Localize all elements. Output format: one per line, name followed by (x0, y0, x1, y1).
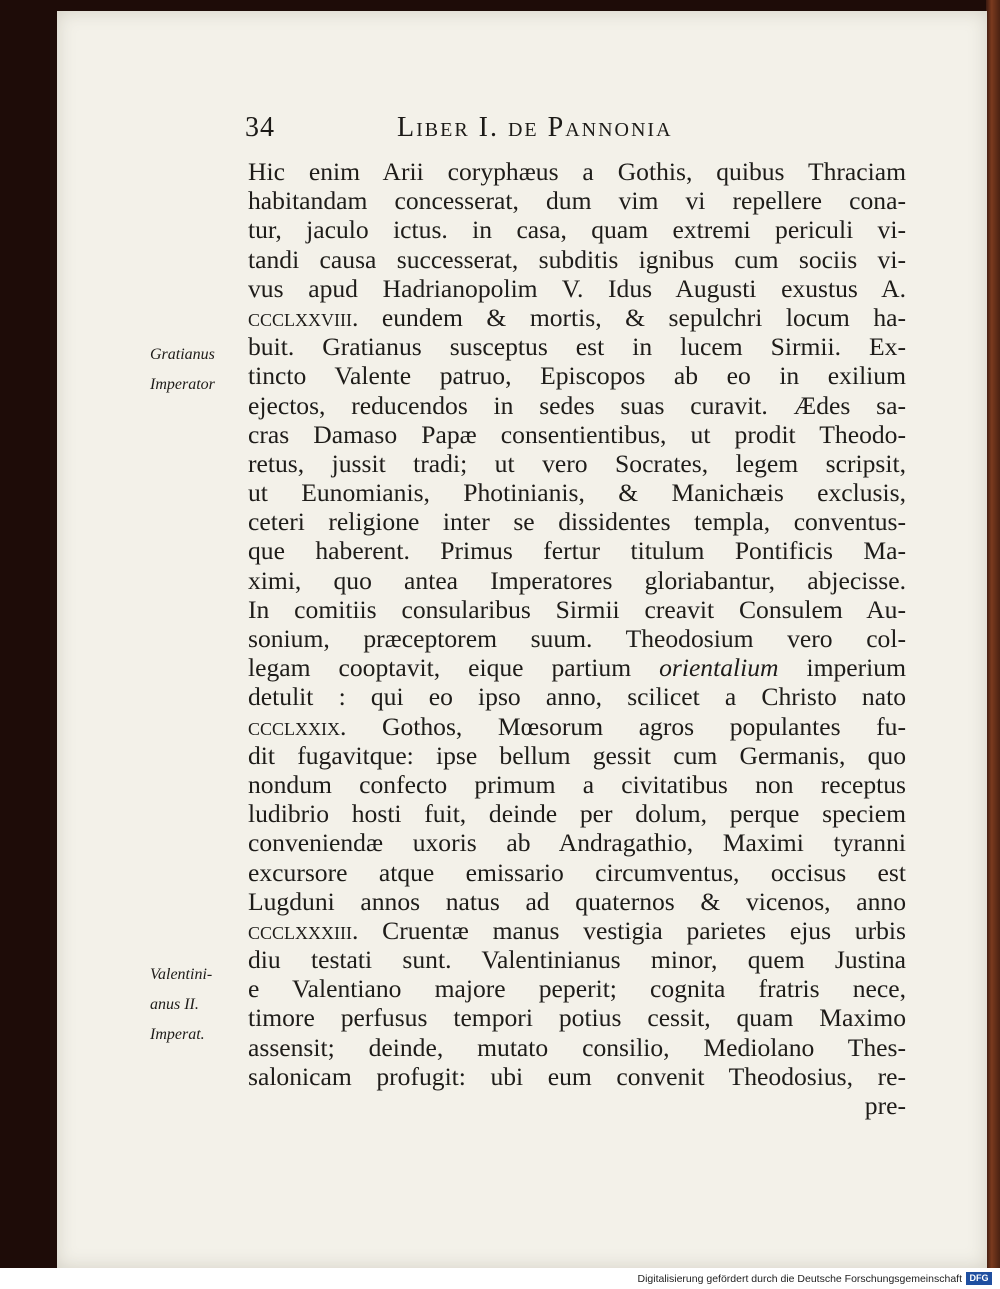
text-line (248, 653, 906, 682)
text-segment: habitandam concesserat, dum vim vi repellere cona- (248, 186, 906, 216)
text-line (248, 215, 906, 244)
text-line (248, 157, 906, 186)
text-segment: imperium (778, 653, 906, 683)
text-line (248, 712, 906, 741)
text-line (248, 420, 906, 449)
text-segment: retus, jussit tradi; ut vero Socrates, legem scripsit, (248, 448, 906, 478)
text-line (248, 507, 906, 536)
body-text (248, 157, 906, 1120)
roman-numeral: ccclxxxiii (248, 915, 352, 945)
text-segment: tincto Valente patruo, Episcopos ab eo in exilium (248, 361, 906, 391)
roman-numeral: ccclxxviii (248, 302, 352, 332)
text-segment: . Gothos, Mœsorum agros populantes fu- (340, 711, 906, 741)
text-line (248, 916, 906, 945)
text-segment: nondum confecto primum a civitatibus non receptus (248, 769, 906, 799)
text-segment: conveniendæ uxoris ab Andragathio, Maximi tyranni (248, 828, 906, 858)
text-segment: diu testati sunt. Valentinianus minor, quem Justina (248, 945, 906, 975)
text-line (248, 770, 906, 799)
text-line (248, 974, 906, 1003)
text-line (248, 595, 906, 624)
text-line (248, 478, 906, 507)
italic-word: orientalium (659, 653, 779, 683)
text-segment: In comitiis consularibus Sirmii creavit Consulem Au- (248, 594, 906, 624)
text-line (248, 799, 906, 828)
text-line (248, 1003, 906, 1032)
margin-note-line: Valentini- (150, 966, 213, 983)
margin-note-valentinianus (150, 960, 246, 1050)
text-line (248, 858, 906, 887)
text-segment: tandi causa successerat, subditis ignibus cum sociis vi- (248, 244, 906, 274)
text-segment: ceteri religione inter se dissidentes templa, conventus- (248, 507, 906, 537)
margin-note-line: Gratianus (150, 346, 215, 363)
digitization-credit: Digitalisierung gefördert durch die Deutsche Forschungsgemeinschaft (637, 1273, 962, 1285)
text-segment: e Valentiano majore peperit; cognita fratris nece, (248, 974, 906, 1004)
page-number: 34 (245, 112, 275, 143)
roman-numeral: ccclxxix (248, 711, 341, 741)
margin-note-line: Imperat. (150, 1026, 205, 1043)
running-title: Liber I. de Pannonia (397, 112, 673, 143)
text-line (248, 332, 906, 361)
book-cover-edge (986, 0, 1000, 1268)
margin-note-gratianus (150, 340, 246, 400)
text-segment: ejectos, reducendos in sedes suas curavit. Ædes sa- (248, 390, 906, 420)
text-segment: salonicam profugit: ubi eum convenit Theodosius, re- (248, 1061, 906, 1091)
text-segment: ut Eunomianis, Photinianis, & Manichæis exclusis, (248, 478, 906, 508)
text-line (248, 449, 906, 478)
text-line (248, 391, 906, 420)
text-line (248, 245, 906, 274)
text-segment: tur, jaculo ictus. in casa, quam extremi periculi vi- (248, 215, 906, 245)
text-segment: pre- (864, 1091, 906, 1120)
text-segment: Hic enim Arii coryphæus a Gothis, quibus Thraciam (248, 157, 906, 186)
text-line (248, 828, 906, 857)
text-line (248, 887, 906, 916)
text-line (248, 1091, 906, 1120)
text-line (248, 1033, 906, 1062)
text-line (248, 361, 906, 390)
text-line (248, 536, 906, 565)
running-header (245, 112, 765, 148)
text-segment: cras Damaso Papæ consentientibus, ut prodit Theodo- (248, 419, 906, 449)
text-line (248, 682, 906, 711)
text-segment: legam cooptavit, eique partium (248, 653, 660, 683)
text-segment: ludibrio hosti fuit, deinde per dolum, perque speciem (248, 799, 906, 829)
text-segment: ximi, quo antea Imperatores gloriabantur, abjecisse. (248, 565, 906, 595)
text-segment: vus apud Hadrianopolim V. Idus Augusti exustus A. (248, 273, 906, 303)
text-segment: . Cruentæ manus vestigia parietes ejus urbis (352, 915, 906, 945)
text-line (248, 566, 906, 595)
text-line (248, 741, 906, 770)
dfg-logo: DFG (966, 1272, 992, 1285)
text-line (248, 274, 906, 303)
text-segment: Lugduni annos natus ad quaternos & vicenos, anno (248, 886, 906, 916)
margin-note-line: Imperator (150, 376, 215, 393)
text-line (248, 186, 906, 215)
text-segment: timore perfusus tempori potius cessit, quam Maximo (248, 1003, 906, 1033)
text-line (248, 1062, 906, 1091)
text-segment: sonium, præceptorem suum. Theodosium vero col- (248, 624, 906, 653)
text-segment: assensit; deinde, mutato consilio, Mediolano Thes- (248, 1032, 906, 1062)
text-segment: dit fugavitque: ipse bellum gessit cum Germanis, quo (248, 740, 906, 770)
text-segment: . eundem & mortis, & sepulchri locum ha- (352, 302, 906, 332)
text-segment: que haberent. Primus fertur titulum Pontificis Ma- (248, 536, 906, 566)
margin-note-line: anus II. (150, 996, 199, 1013)
text-line (248, 303, 906, 332)
text-line (248, 945, 906, 974)
text-segment: buit. Gratianus susceptus est in lucem Sirmii. Ex- (248, 332, 906, 362)
text-line (248, 624, 906, 653)
text-segment: detulit : qui eo ipso anno, scilicet a Christo nato (248, 682, 906, 712)
text-segment: excursore atque emissario circumventus, occisus est (248, 857, 906, 887)
